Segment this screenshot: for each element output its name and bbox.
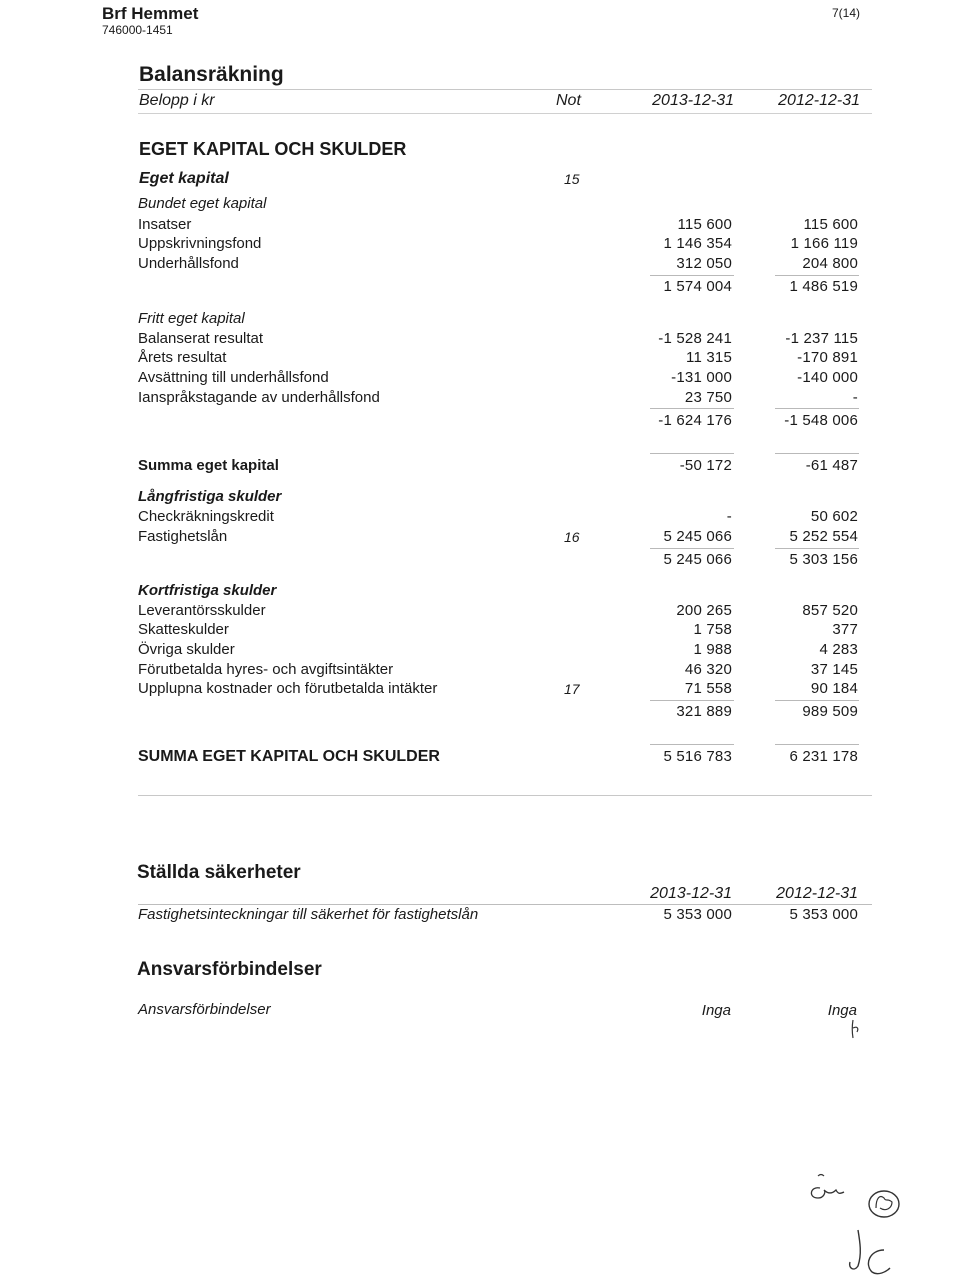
free-equity-title: Fritt eget kapital [138,310,245,327]
equity-sum-2013: -50 172 [679,457,732,474]
long-term-row-value-2013: 5 245 066 [663,528,732,545]
long-term-row-value-2012: 50 602 [810,508,858,525]
subtotal-rule [775,408,859,409]
subtotal-rule [650,275,734,276]
restricted-row-label: Uppskrivningsfond [138,235,262,252]
balance-sheet-title: Balansräkning [139,63,284,86]
column-amount-label: Belopp i kr [139,92,215,109]
short-term-row-value-2013: 46 320 [684,661,732,678]
short-term-total-2012: 989 509 [802,703,858,720]
pledged-year-2013: 2013-12-31 [650,885,732,902]
long-term-liabilities-title: Långfristiga skulder [138,488,282,505]
free-row-value-2013: 23 750 [684,389,732,406]
grand-total-label: SUMMA EGET KAPITAL OCH SKULDER [138,748,440,765]
short-term-row-value-2012: 90 184 [810,680,858,697]
page-number: 7(14) [831,6,860,20]
short-term-total-2013: 321 889 [676,703,732,720]
restricted-row-value-2013: 312 050 [676,255,732,272]
total-rule [775,453,859,454]
equity-sum-2012: -61 487 [805,457,858,474]
short-term-row-value-2013: 200 265 [676,602,732,619]
contingent-label: Ansvarsförbindelser [138,1001,271,1018]
handwritten-initial-mark [845,1016,867,1042]
short-term-liabilities-title: Kortfristiga skulder [138,582,277,599]
free-row-value-2012: - [852,389,858,406]
short-term-row-value-2013: 71 558 [684,680,732,697]
org-number: 746000-1451 [102,23,173,37]
restricted-row-value-2012: 115 600 [803,216,858,233]
section-divider [138,795,872,796]
subtotal-rule [650,700,734,701]
pledged-value-2013: 5 353 000 [663,906,732,923]
free-total-2013: -1 624 176 [658,412,732,429]
equity-sum-label: Summa eget kapital [138,457,279,474]
short-term-row-label: Övriga skulder [138,641,235,658]
free-row-value-2012: -1 237 115 [785,330,858,347]
column-note-label: Not [556,92,581,109]
free-row-value-2013: -131 000 [671,369,732,386]
free-row-value-2012: -140 000 [797,369,858,386]
long-term-row-label: Fastighetslån [138,528,228,545]
equity-note: 15 [564,171,580,187]
total-rule [775,744,859,745]
header-divider [138,113,872,114]
handwritten-signature-initials [800,1168,920,1280]
short-term-row-value-2012: 857 520 [802,602,858,619]
free-row-label: Balanserat resultat [138,330,264,347]
subtotal-rule [650,548,734,549]
subtotal-rule [775,275,859,276]
subtotal-rule [775,700,859,701]
short-term-row-value-2012: 377 [832,621,858,638]
grand-total-2013: 5 516 783 [663,748,732,765]
free-total-2012: -1 548 006 [784,412,858,429]
restricted-total-2013: 1 574 004 [663,278,732,295]
free-row-label: Avsättning till underhållsfond [138,369,329,386]
short-term-row-value-2012: 37 145 [810,661,858,678]
short-term-row-label: Skatteskulder [138,621,229,638]
restricted-row-value-2012: 1 166 119 [790,235,858,252]
long-term-row-value-2013: - [726,508,732,525]
restricted-row-label: Underhållsfond [138,255,239,272]
pledged-label: Fastighetsinteckningar till säkerhet för fastighetslån [138,906,479,923]
free-row-label: Ianspråkstagande av underhållsfond [138,389,380,406]
subtotal-rule [650,408,734,409]
free-row-value-2013: 11 315 [686,349,732,366]
free-row-value-2012: -170 891 [797,349,858,366]
free-row-value-2013: -1 528 241 [658,330,732,347]
column-year-2012: 2012-12-31 [778,92,860,109]
restricted-equity-title: Bundet eget kapital [138,195,267,212]
restricted-row-value-2012: 204 800 [802,255,858,272]
contingent-value-2013: Inga [701,1002,731,1019]
contingent-liabilities-title: Ansvarsförbindelser [137,959,322,980]
pledged-year-2012: 2012-12-31 [776,885,858,902]
pledged-value-2012: 5 353 000 [789,906,858,923]
short-term-row-value-2013: 1 988 [693,641,732,658]
restricted-row-value-2013: 1 146 354 [663,235,732,252]
pledged-assets-title: Ställda säkerheter [137,862,301,883]
section-title: EGET KAPITAL OCH SKULDER [139,139,407,159]
column-year-2013: 2013-12-31 [652,92,734,109]
short-term-row-label: Förutbetalda hyres- och avgiftsintäkter [138,661,394,678]
long-term-row-note: 16 [564,529,580,545]
pledged-divider [138,904,872,905]
long-term-row-label: Checkräkningskredit [138,508,274,525]
restricted-total-2012: 1 486 519 [789,278,858,295]
contingent-value-2012: Inga [827,1002,857,1019]
short-term-row-note: 17 [564,681,580,697]
company-name: Brf Hemmet [102,4,199,23]
free-row-label: Årets resultat [138,349,227,366]
short-term-row-value-2012: 4 283 [819,641,858,658]
grand-total-2012: 6 231 178 [789,748,858,765]
total-rule [650,744,734,745]
title-divider [138,89,872,90]
short-term-row-label: Leverantörsskulder [138,602,266,619]
long-term-total-2013: 5 245 066 [663,551,732,568]
equity-title: Eget kapital [139,170,229,187]
long-term-total-2012: 5 303 156 [789,551,858,568]
short-term-row-value-2013: 1 758 [693,621,732,638]
long-term-row-value-2012: 5 252 554 [789,528,858,545]
short-term-row-label: Upplupna kostnader och förutbetalda intäkter [138,680,438,697]
restricted-row-label: Insatser [138,216,192,233]
restricted-row-value-2013: 115 600 [677,216,732,233]
subtotal-rule [775,548,859,549]
total-rule [650,453,734,454]
